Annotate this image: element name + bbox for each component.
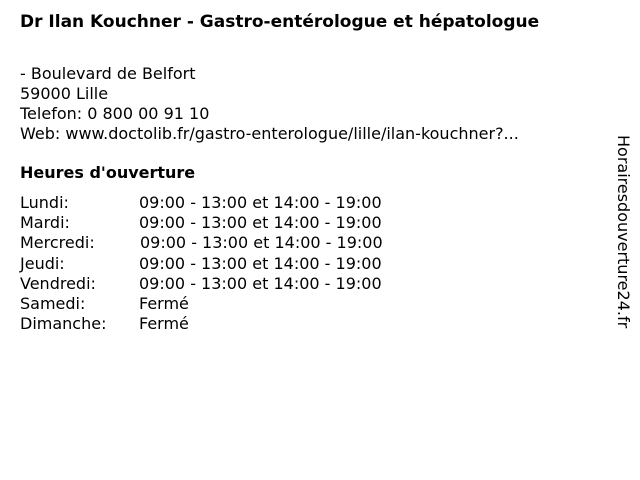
day-label: Samedi:	[20, 293, 86, 313]
brand-watermark: Horairesdouverture24.fr	[614, 135, 633, 329]
page-title: Dr Ilan Kouchner - Gastro-entérologue et hépatologue	[20, 12, 540, 32]
website-url: Web: www.doctolib.fr/gastro-enterologue/lille/ilan-kouchner?...	[20, 124, 519, 143]
day-label: Dimanche:	[20, 314, 107, 334]
day-label: Jeudi:	[20, 253, 65, 273]
address-street: - Boulevard de Belfort	[20, 64, 196, 83]
day-hours: 09:00 - 13:00 et 14:00 - 19:00	[139, 273, 382, 293]
day-label: Vendredi:	[20, 273, 96, 293]
contact-details	[20, 64, 519, 144]
day-hours: 09:00 - 13:00 et 14:00 - 19:00	[139, 193, 382, 212]
day-hours: 09:00 - 13:00 et 14:00 - 19:00	[140, 233, 383, 253]
address-city: 59000 Lille	[20, 84, 109, 103]
day-hours: 09:00 - 13:00 et 14:00 - 19:00	[139, 253, 382, 273]
day-label: Mardi:	[20, 213, 70, 233]
day-label: Mercredi:	[20, 233, 95, 253]
phone-number: Telefon: 0 800 00 91 10	[20, 104, 210, 123]
opening-hours-heading: Heures d'ouverture	[20, 163, 196, 182]
day-hours: Fermé	[139, 293, 189, 313]
day-hours: Fermé	[139, 314, 189, 334]
day-hours: 09:00 - 13:00 et 14:00 - 19:00	[139, 213, 382, 233]
day-label: Lundi:	[20, 193, 69, 212]
